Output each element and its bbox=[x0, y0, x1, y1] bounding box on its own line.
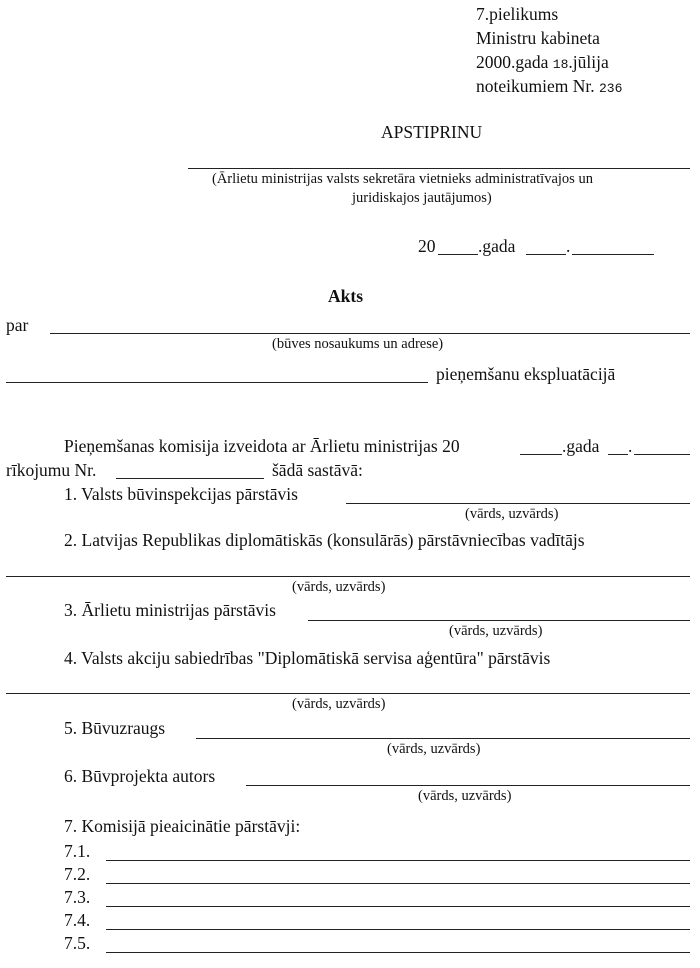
object-caption: (būves nosaukums un adrese) bbox=[272, 336, 444, 352]
member-3-name-field[interactable] bbox=[308, 620, 690, 621]
member-1-caption: (vārds, uzvārds) bbox=[465, 506, 559, 522]
member-4-caption: (vārds, uzvārds) bbox=[292, 696, 386, 712]
invited-2-name-field[interactable] bbox=[106, 883, 690, 884]
approve-date-month-field[interactable] bbox=[572, 254, 654, 255]
invited-3-name-field[interactable] bbox=[106, 906, 690, 907]
intro-dot: . bbox=[628, 436, 633, 456]
invited-1-name-field[interactable] bbox=[106, 860, 690, 861]
approve-date-day-field[interactable] bbox=[526, 254, 566, 255]
approve-date-year-prefix: 20 bbox=[418, 236, 436, 256]
member-3-label: 3. Ārlietu ministrijas pārstāvis bbox=[64, 600, 276, 620]
invited-item-number: 7.4. bbox=[64, 910, 91, 930]
member-4-name-field[interactable] bbox=[6, 693, 690, 694]
intro-text: Pieņemšanas komisija izveidota ar Ārlietu ministrijas 20 bbox=[64, 436, 460, 456]
member-2-name-field[interactable] bbox=[6, 576, 690, 577]
intro-composition: šādā sastāvā: bbox=[272, 460, 363, 480]
member-2-caption: (vārds, uzvārds) bbox=[292, 579, 386, 595]
object-name-field[interactable] bbox=[50, 333, 690, 334]
object-name-continuation-field[interactable] bbox=[6, 382, 428, 383]
order-day-field[interactable] bbox=[608, 454, 628, 455]
invited-label: 7. Komisijā pieaicinātie pārstāvji: bbox=[64, 816, 301, 836]
invited-item-number: 7.2. bbox=[64, 864, 91, 884]
member-1-label: 1. Valsts būvinspekcijas pārstāvis bbox=[64, 484, 298, 504]
act-title: Akts bbox=[328, 286, 364, 306]
annex-date-day: 18 bbox=[552, 57, 569, 72]
member-2-label: 2. Latvijas Republikas diplomātiskās (konsulārās) pārstāvniecības vadītājs bbox=[64, 530, 585, 550]
intro-order-label: rīkojumu Nr. bbox=[6, 460, 97, 480]
approver-signature-line bbox=[188, 168, 690, 169]
annex-issuer: Ministru kabineta bbox=[476, 28, 600, 48]
approve-date-gada: .gada bbox=[478, 236, 516, 256]
member-3-caption: (vārds, uzvārds) bbox=[449, 623, 543, 639]
annex-regulation-number: 236 bbox=[598, 81, 623, 96]
annex-regulation-label: noteikumiem Nr. bbox=[476, 76, 595, 96]
order-year-field[interactable] bbox=[520, 454, 562, 455]
invited-item-number: 7.3. bbox=[64, 887, 91, 907]
act-par: par bbox=[6, 315, 29, 335]
member-6-caption: (vārds, uzvārds) bbox=[418, 788, 512, 804]
approve-date-dot: . bbox=[566, 236, 571, 256]
member-5-name-field[interactable] bbox=[196, 738, 690, 739]
acceptance-text: pieņemšanu ekspluatācijā bbox=[436, 364, 616, 384]
order-number-field[interactable] bbox=[116, 478, 264, 479]
invited-4-name-field[interactable] bbox=[106, 929, 690, 930]
invited-5-name-field[interactable] bbox=[106, 952, 690, 953]
approve-title: APSTIPRINU bbox=[381, 122, 483, 142]
approver-caption-1: (Ārlietu ministrijas valsts sekretāra vietnieks administratīvajos un bbox=[212, 171, 593, 187]
annex-date-month: .jūlija bbox=[568, 52, 609, 72]
order-month-field[interactable] bbox=[634, 454, 690, 455]
member-5-caption: (vārds, uzvārds) bbox=[387, 741, 481, 757]
intro-gada: .gada bbox=[562, 436, 600, 456]
annex-date bbox=[476, 52, 609, 73]
intro-line-1 bbox=[64, 436, 460, 457]
member-6-name-field[interactable] bbox=[246, 785, 690, 786]
invited-item-number: 7.5. bbox=[64, 933, 91, 953]
invited-item-number: 7.1. bbox=[64, 841, 91, 861]
annex-regulation bbox=[476, 76, 622, 97]
approver-caption-2: juridiskajos jautājumos) bbox=[352, 190, 492, 206]
approve-date-year-field[interactable] bbox=[438, 254, 478, 255]
member-4-label: 4. Valsts akciju sabiedrības "Diplomātiskā servisa aģentūra" pārstāvis bbox=[64, 648, 551, 668]
member-5-label: 5. Būvuzraugs bbox=[64, 718, 166, 738]
annex-number: 7.pielikums bbox=[476, 4, 559, 24]
member-1-name-field[interactable] bbox=[346, 503, 690, 504]
member-6-label: 6. Būvprojekta autors bbox=[64, 766, 216, 786]
annex-date-year: 2000.gada bbox=[476, 52, 549, 72]
